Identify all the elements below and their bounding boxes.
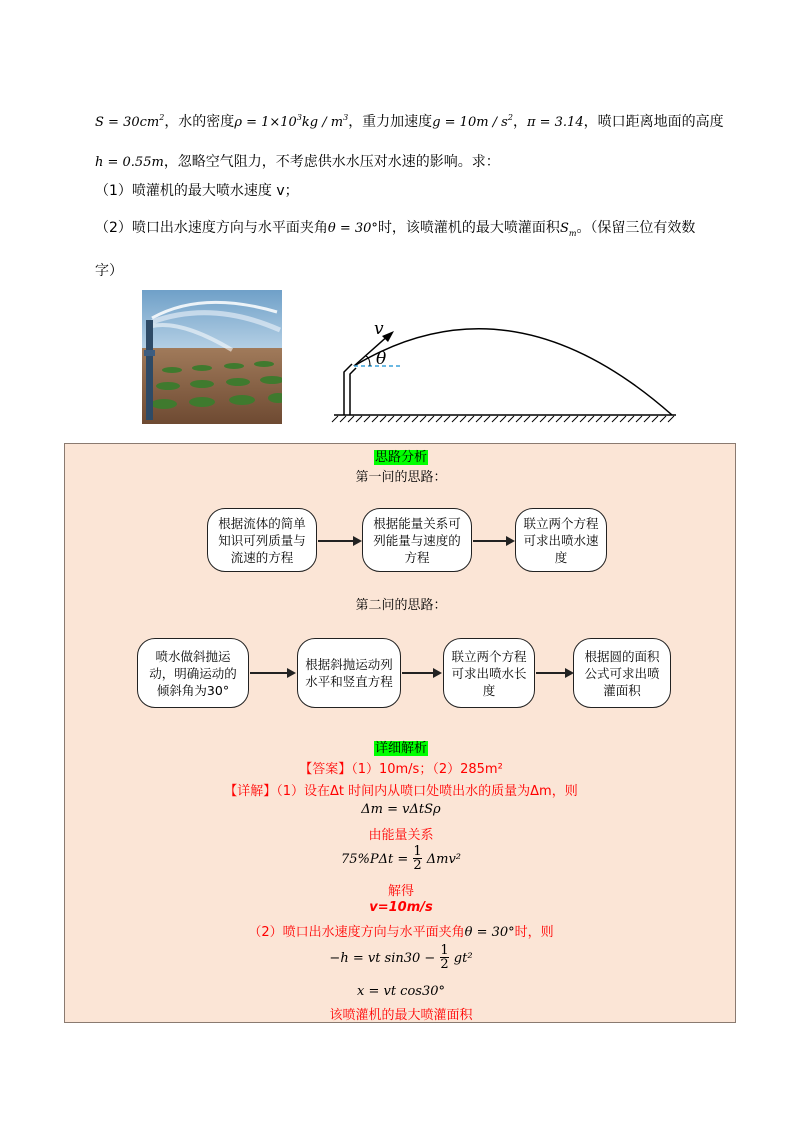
velocity-result: v=10m/s	[369, 900, 433, 915]
area-expression: $S = 30cm^2$	[95, 113, 165, 130]
problem-line-2: h = 0.55m，忽略空气阻力，不考虑供水水压对水速的影响。求：	[95, 154, 500, 170]
question-2-continued: 字）	[95, 263, 123, 279]
horizontal-equation: x = vt cos30°	[356, 984, 445, 999]
flow2-arrow-3	[536, 672, 572, 674]
density-expression: $\rho = 1\times 10^3kg / m^3$	[234, 113, 349, 130]
question-1: （1）喷灌机的最大喷水速度 v；	[95, 183, 299, 199]
vertical-equation: −h = vt sin30 − $\frac{1}{2}$ gt²	[329, 943, 473, 972]
second-question-title: 第二问的思路：	[355, 598, 447, 613]
gravity-label: ，重力加速度	[348, 114, 433, 130]
first-question-title: 第一问的思路：	[355, 470, 447, 485]
final-area-label: 该喷灌机的最大喷灌面积	[329, 1008, 473, 1023]
height-expression: h = 0.55m	[95, 155, 164, 170]
flow2-step-4: 根据圆的面积公式可求出喷灌面积	[573, 638, 671, 708]
sprinkler-photo	[142, 290, 282, 424]
analysis-box	[64, 443, 736, 1023]
flow1-step-1: 根据流体的简单知识可列质量与流速的方程	[207, 508, 317, 572]
flow1-step-3: 联立两个方程可求出喷水速度	[515, 508, 607, 572]
max-area-symbol: $S_m$	[559, 221, 577, 238]
flow2-arrow-1	[250, 672, 294, 674]
detail-line-2: （2）喷口出水速度方向与水平面夹角θ = 30°时，则	[248, 925, 554, 940]
flow1-arrow-2	[473, 540, 513, 542]
gravity-expression: $g = 10m / s^2$	[432, 113, 513, 130]
energy-equation: 75%PΔt = $\frac{1}{2}$ Δmv²	[340, 844, 462, 873]
flow2-step-3: 联立两个方程可求出喷水长度	[443, 638, 535, 708]
height-label: ，喷口距离地面的高度	[583, 114, 724, 130]
density-label: ，水的密度	[164, 114, 235, 130]
energy-relation-label: 由能量关系	[368, 828, 434, 843]
flow2-arrow-2	[402, 672, 440, 674]
problem-line-1: $S = 30cm^2$，水的密度$\rho = 1\times 10^3kg / m^3$，重力加速度$g = 10m / s^2$，π = 3.14，喷口距离地面的高度	[95, 113, 724, 130]
theta-label: θ	[376, 349, 387, 369]
mass-equation: Δm = vΔtSρ	[361, 802, 441, 817]
solution-heading: 详细解析	[374, 741, 427, 756]
trajectory-diagram	[330, 312, 680, 432]
answer-line: 【答案】（1）10m/s；（2）285m²	[299, 762, 503, 777]
pi-expression: π = 3.14	[526, 115, 584, 130]
question-2: （2）喷口出水速度方向与水平面夹角θ = 30°时，该喷灌机的最大喷灌面积$S_m$。（保留三位有效数	[95, 220, 696, 238]
detail-line-1: 【详解】（1）设在Δt 时间内从喷口处喷出水的质量为Δm，则	[224, 784, 578, 799]
flow1-arrow-1	[318, 540, 360, 542]
velocity-label: v	[374, 319, 384, 339]
analysis-heading: 思路分析	[374, 450, 427, 465]
flow2-step-1: 喷水做斜抛运动，明确运动的倾斜角为30°	[137, 638, 249, 708]
flow2-step-2: 根据斜抛运动列水平和竖直方程	[297, 638, 401, 708]
flow1-step-2: 根据能量关系可列能量与速度的方程	[362, 508, 472, 572]
angle-expression: θ = 30°	[327, 221, 378, 236]
solve-label: 解得	[387, 884, 414, 899]
